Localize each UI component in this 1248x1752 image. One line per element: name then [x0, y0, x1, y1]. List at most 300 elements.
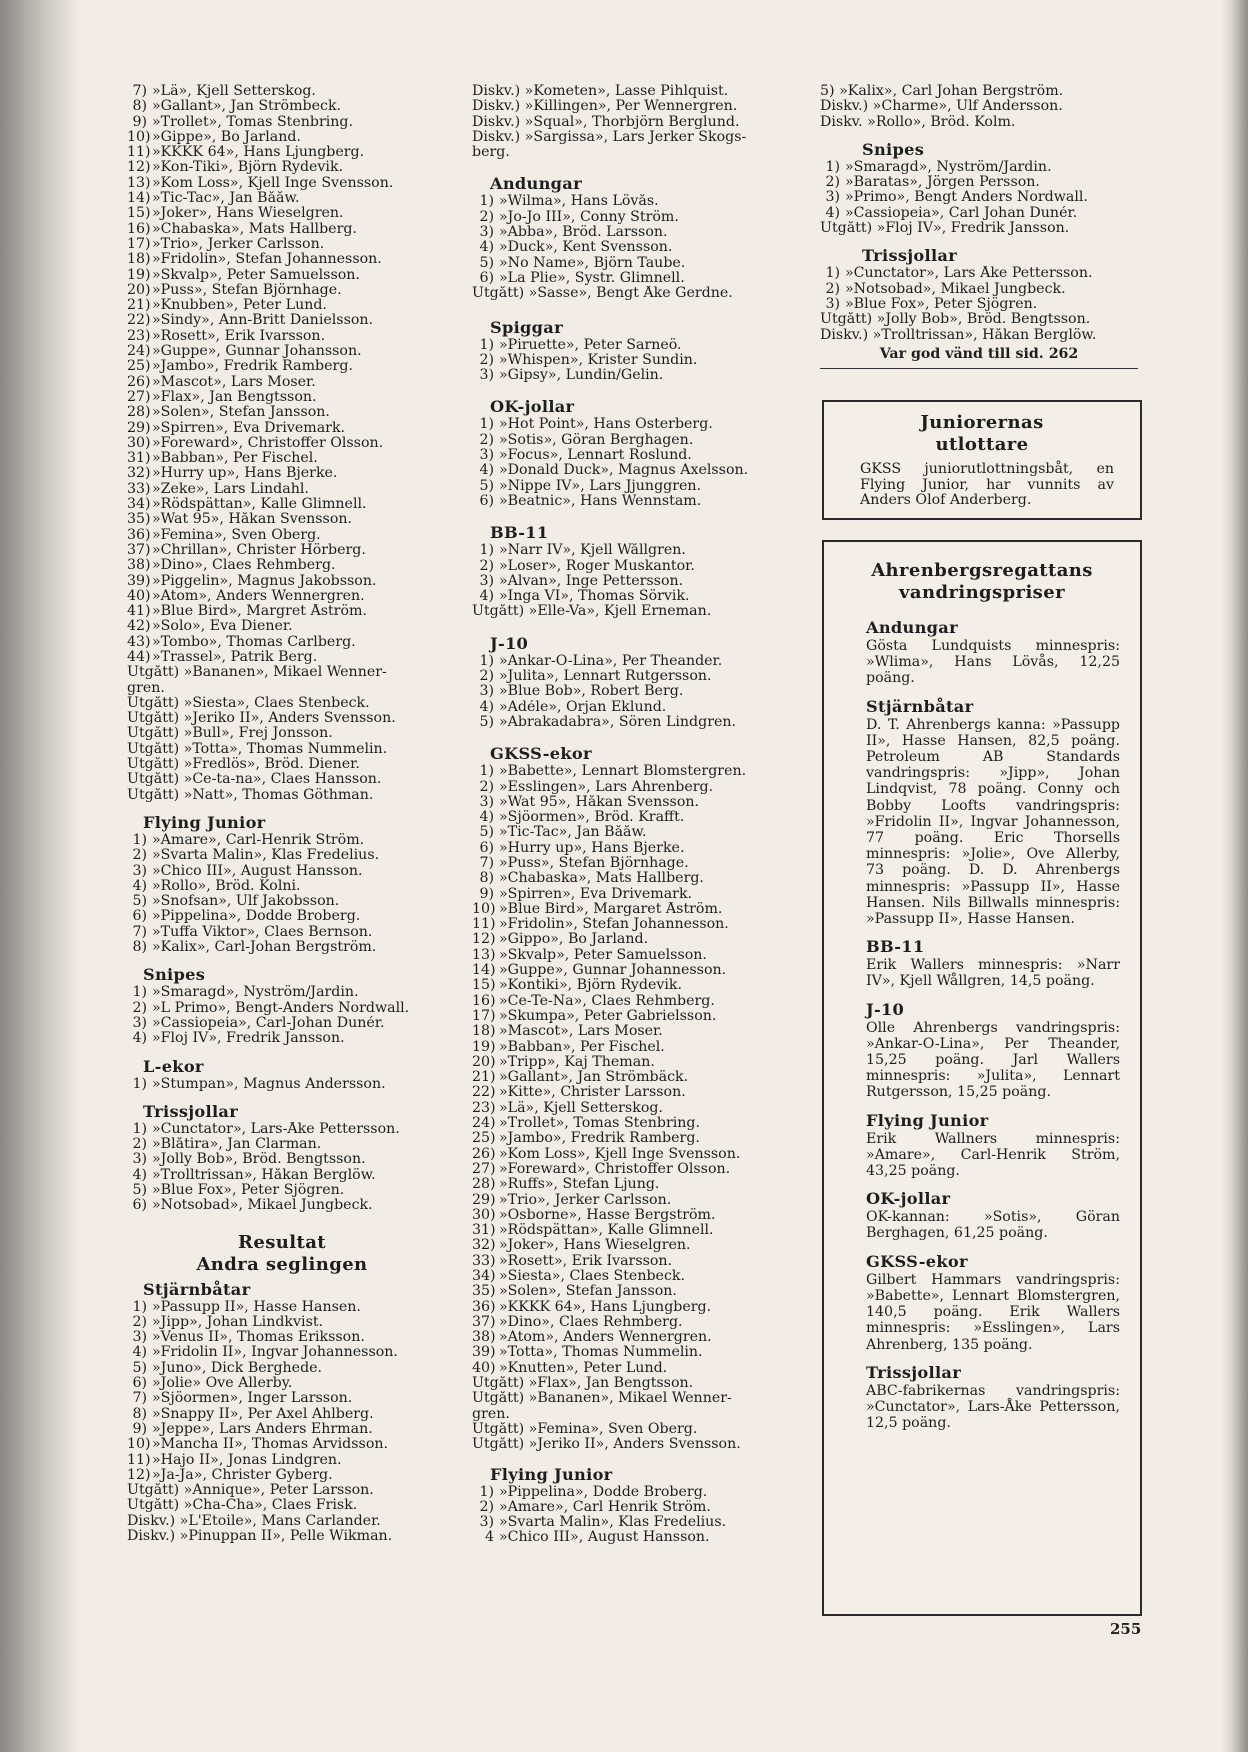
item-rank: 14)	[472, 963, 496, 979]
list-item	[472, 684, 790, 699]
list-item	[472, 887, 790, 902]
results-list-gkss-ekor-extra	[472, 1376, 790, 1452]
list-item	[472, 715, 790, 730]
item-rank: 10)	[472, 901, 496, 917]
section-title-resultat: Resultat	[238, 1231, 326, 1253]
item-rank: 39)	[472, 1345, 496, 1361]
item-entry: »Foreward», Christoffer Olsson.	[499, 1161, 731, 1177]
item-entry: »Blue Fox», Peter Sjögren.	[152, 1183, 345, 1198]
list-line: Diskv.) »Killingen», Per Wennergren.	[472, 99, 738, 115]
list-item	[127, 1031, 439, 1046]
list-item	[472, 795, 790, 810]
prize-section-text: Erik Wallners minnespris: »Amare», Carl-Henrik Ström, 43,25 poäng.	[866, 1130, 1120, 1180]
list-item	[127, 283, 439, 298]
item-rank: 2)	[479, 779, 494, 795]
list-item	[472, 780, 790, 795]
list-line: Diskv.) »Sargissa», Lars Jerker Skogs-	[472, 129, 747, 145]
list-item	[127, 252, 439, 267]
item-entry: »Tic-Tac», Jan Bååw.	[152, 191, 300, 207]
item-entry: »Sjöormen», Inger Larsson.	[152, 1391, 353, 1407]
list-item	[472, 210, 790, 225]
list-item	[472, 1345, 790, 1360]
list-item	[127, 650, 439, 665]
item-entry: »Trio», Jerker Carlsson.	[499, 1192, 672, 1208]
item-rank: 14)	[127, 191, 151, 207]
list-item	[472, 1485, 790, 1500]
item-entry: »Piruette», Peter Sarneö.	[499, 337, 682, 353]
item-entry: »Fridolin II», Ingvar Johannesson.	[152, 1345, 398, 1361]
item-entry: »Blue Bird», Margaret Åström.	[499, 901, 723, 917]
item-rank: 8)	[132, 99, 147, 115]
heading-snipes-2: Snipes	[862, 139, 925, 159]
column-middle	[472, 84, 790, 1546]
item-rank: 7)	[132, 1391, 147, 1407]
list-item	[472, 240, 790, 255]
list-item	[127, 237, 439, 252]
list-item	[472, 764, 790, 779]
heading-trissjollar: Trissjollar	[143, 1101, 239, 1121]
item-entry: »Snappy II», Per Axel Ahlberg.	[152, 1406, 374, 1422]
item-entry: »Ce-Te-Na», Claes Rehmberg.	[499, 993, 715, 1009]
item-rank: 1)	[479, 764, 494, 780]
item-entry: »Primo», Bengt Anders Nordwall.	[845, 190, 1088, 206]
list-item	[127, 1315, 439, 1330]
item-rank: 17)	[472, 1008, 496, 1024]
prize-section-heading: J-10	[866, 999, 905, 1019]
list-item	[472, 1238, 790, 1253]
item-rank: 4)	[479, 810, 494, 826]
results-list-trissjollar-2	[820, 266, 1138, 312]
item-entry: »Joker», Hans Wieselgren.	[499, 1238, 691, 1254]
item-rank: 4)	[132, 1345, 147, 1361]
prize-section-heading: BB-11	[866, 937, 925, 957]
item-entry: »Jeppe», Lars Anders Ehrman.	[152, 1421, 373, 1437]
list-item	[472, 902, 790, 917]
item-rank: 2)	[479, 1499, 494, 1515]
item-rank: 19)	[472, 1039, 496, 1055]
prize-section-heading: OK-jollar	[866, 1189, 951, 1209]
item-entry: »Cunctator», Lars-Åke Pettersson.	[152, 1121, 400, 1137]
item-rank: 27)	[472, 1161, 496, 1177]
list-item	[472, 1147, 790, 1162]
prize-section-text: D. T. Ahrenbergs kanna: »Passupp II», Hasse Hansen, 82,5 poäng. Petroleum AB Standards vandringspris: »Jipp», Johan Lindqvist, 78 poäng. Conny och Bobby Loofts vandringspris: »Fridolin II», Ingvar Johannesson, 77 poäng. Eric Thorsells minnespris: »Jolie», Ove Allerby, 73 poäng. D. D. Ahrenbergs minnespris: »Passupp II», Hasse Hansen. Nils Billwalls minnespris: »Passupp II», Hasse Hansen.	[866, 716, 1120, 928]
item-rank: 20)	[127, 282, 151, 298]
list-item	[127, 1407, 439, 1422]
item-entry: »Jo-Jo III», Conny Ström.	[499, 209, 679, 225]
item-rank: 11)	[127, 145, 151, 161]
results-list-snipes-2-extra	[820, 221, 1138, 236]
list-item	[127, 482, 439, 497]
list-item	[127, 1468, 439, 1483]
item-entry: »Smaragd», Nyström/Jardin.	[152, 985, 359, 1001]
list-item	[472, 368, 790, 383]
item-rank: 2)	[479, 669, 494, 685]
prize-section-heading: GKSS-ekor	[866, 1251, 968, 1271]
item-rank: 26)	[127, 374, 151, 390]
item-rank: 5)	[132, 1183, 147, 1198]
item-rank: 33)	[472, 1253, 496, 1269]
heading-flying-junior: Flying Junior	[143, 812, 266, 832]
item-rank: 36)	[472, 1299, 496, 1315]
item-entry: »Babban», Per Fischel.	[152, 451, 318, 467]
item-rank: 15)	[127, 206, 151, 222]
item-rank: 12)	[127, 1467, 151, 1483]
box-juniorernas-utlottare	[822, 400, 1142, 520]
list-item	[127, 589, 439, 604]
list-item	[127, 1183, 439, 1198]
item-rank: 11)	[127, 1452, 151, 1468]
list-item	[127, 421, 439, 436]
item-entry: »No Name», Björn Taube.	[499, 255, 686, 271]
list-item	[127, 848, 439, 863]
item-rank: 2)	[132, 848, 147, 864]
item-rank: 40)	[127, 588, 151, 604]
item-entry: »Puss», Stefan Björnhage.	[152, 282, 342, 298]
item-entry: »Puss», Stefan Björnhage.	[499, 855, 689, 871]
box2-subtitle: vandringspriser	[899, 582, 1065, 603]
list-item	[472, 1085, 790, 1100]
item-rank: 2)	[132, 1314, 147, 1330]
list-item	[127, 619, 439, 634]
item-rank: 38)	[127, 558, 151, 574]
list-line: Utgått) »Siesta», Claes Stenbeck.	[127, 695, 370, 711]
list-item	[472, 494, 790, 509]
list-line: Utgått) »Floj IV», Fredrik Jansson.	[820, 221, 1070, 237]
item-rank: 1)	[132, 1299, 147, 1315]
item-entry: »Fridolin», Stefan Johannesson.	[152, 252, 382, 268]
list-item	[472, 1162, 790, 1177]
item-rank: 3)	[825, 296, 840, 312]
item-entry: »Chico III», August Hansson.	[152, 863, 363, 879]
results-list-bb-11-extra	[472, 604, 790, 619]
item-rank: 15)	[472, 978, 496, 994]
list-item	[127, 497, 439, 512]
list-line: Diskv.) »Pinuppan II», Pelle Wikman.	[127, 1529, 393, 1545]
item-rank: 27)	[127, 389, 151, 405]
list-item	[127, 466, 439, 481]
list-item	[472, 1361, 790, 1376]
item-entry: »Abrakadabra», Sören Lindgren.	[499, 714, 737, 730]
item-rank: 7)	[479, 855, 494, 871]
list-item	[472, 225, 790, 240]
list-line: 5) »Kalix», Carl Johan Bergström.	[820, 84, 1064, 99]
item-rank: 38)	[472, 1330, 496, 1346]
item-rank: 26)	[472, 1146, 496, 1162]
item-rank: 1)	[132, 1121, 147, 1137]
heading-snipes: Snipes	[143, 965, 206, 985]
list-item	[820, 190, 1138, 205]
item-rank: 31)	[472, 1223, 496, 1239]
item-entry: »Joker», Hans Wieselgren.	[152, 206, 344, 222]
item-entry: »Adéle», Örjan Eklund.	[499, 699, 667, 715]
list-item	[472, 1116, 790, 1131]
list-item	[127, 84, 439, 99]
item-rank: 5)	[132, 894, 147, 910]
list-item	[472, 256, 790, 271]
item-entry: »Trassel», Patrik Berg.	[152, 649, 318, 665]
results-list-gkss-ekor	[472, 764, 790, 1376]
item-entry: »Jipp», Johan Lindkvist.	[152, 1314, 324, 1330]
prize-section-text: Gösta Lundquists minnespris: »Wlima», Hans Lövås, 12,25 poäng.	[866, 638, 1120, 687]
item-rank: 10)	[127, 1437, 151, 1453]
item-entry: »Knutten», Peter Lund.	[499, 1360, 668, 1376]
item-entry: »Whispen», Krister Sundin.	[499, 352, 698, 368]
item-entry: »Babette», Lennart Blomstergren.	[499, 764, 747, 780]
item-entry: »Wat 95», Håkan Svensson.	[499, 794, 700, 810]
item-entry: »Skumpa», Peter Gabrielsson.	[499, 1008, 717, 1024]
list-item	[472, 825, 790, 840]
item-rank: 10)	[127, 129, 151, 145]
item-entry: »Blåtira», Jan Clarman.	[152, 1137, 322, 1153]
item-entry: »Babban», Per Fischel.	[499, 1039, 665, 1055]
item-rank: 37)	[127, 542, 151, 558]
item-rank: 1)	[479, 653, 494, 669]
prize-section-heading: Andungar	[866, 618, 958, 637]
item-entry: »Venus II», Thomas Eriksson.	[152, 1330, 365, 1346]
list-item	[472, 841, 790, 856]
item-rank: 31)	[127, 451, 151, 467]
item-entry: »Siesta», Claes Stenbeck.	[499, 1269, 685, 1284]
item-rank: 37)	[472, 1314, 496, 1330]
item-rank: 16)	[127, 221, 151, 237]
list-line: Utgått) »Fredlös», Bröd. Diener.	[127, 757, 360, 773]
list-item	[127, 1137, 439, 1152]
results-list-top	[820, 84, 1138, 130]
item-entry: »Blue Bob», Robert Berg.	[499, 684, 684, 700]
item-entry: »Tombo», Thomas Carlberg.	[152, 634, 356, 650]
item-entry: »Jambo», Fredrik Ramberg.	[152, 359, 353, 375]
list-item	[472, 433, 790, 448]
list-item	[472, 917, 790, 932]
item-rank: 3)	[825, 190, 840, 206]
list-item	[127, 160, 439, 175]
item-entry: »Cassiopeia», Carl-Johan Dunér.	[152, 1015, 385, 1031]
item-rank: 3)	[479, 448, 494, 464]
list-item	[127, 436, 439, 451]
item-rank: 2)	[479, 209, 494, 225]
item-rank: 8)	[132, 1406, 147, 1422]
list-item	[472, 463, 790, 478]
item-rank: 12)	[472, 932, 496, 948]
item-rank: 23)	[472, 1100, 496, 1116]
list-item	[127, 894, 439, 909]
item-entry: »Femina», Sven Öberg.	[152, 527, 321, 543]
list-item	[127, 940, 439, 955]
list-item	[472, 1223, 790, 1238]
item-rank: 1)	[132, 985, 147, 1001]
item-entry: »KKKK 64», Hans Ljungberg.	[499, 1299, 712, 1315]
list-item	[127, 1361, 439, 1376]
item-rank: 6)	[132, 1376, 147, 1392]
item-rank: 5)	[132, 1360, 147, 1376]
item-entry: »Kom Loss», Kjell Inge Svensson.	[152, 175, 394, 191]
heading-flying-junior-2: Flying Junior	[490, 1464, 613, 1484]
item-rank: 3)	[132, 1015, 147, 1031]
list-item	[472, 1269, 790, 1284]
list-item	[127, 1122, 439, 1137]
list-item	[127, 1422, 439, 1437]
item-rank: 3)	[479, 794, 494, 810]
list-item	[127, 313, 439, 328]
item-entry: »Tic-Tac», Jan Bååw.	[499, 825, 647, 841]
list-item	[472, 1315, 790, 1330]
item-rank: 11)	[472, 917, 496, 933]
list-item	[472, 1530, 790, 1545]
item-rank: 2)	[825, 175, 840, 191]
item-rank: 12)	[127, 160, 151, 176]
list-line: Diskv.) »Kometen», Lasse Pihlquist.	[472, 84, 729, 99]
list-item	[127, 298, 439, 313]
item-rank: 2)	[825, 281, 840, 297]
item-rank: 7)	[132, 924, 147, 940]
item-entry: »Skvalp», Peter Samuelsson.	[499, 947, 707, 963]
list-line: Diskv.) »Charme», Ulf Andersson.	[820, 99, 1063, 115]
heading-bb-11: BB-11	[490, 523, 549, 543]
list-item	[127, 1376, 439, 1391]
box1-text: GKSS juniorutlottningsbåt, en Flying Junior, har vunnits av Anders Olof Anderberg.	[860, 461, 1114, 509]
item-rank: 6)	[479, 493, 494, 509]
item-rank: 13)	[472, 947, 496, 963]
item-rank: 3)	[479, 573, 494, 589]
item-rank: 18)	[127, 252, 151, 268]
item-rank: 4)	[479, 240, 494, 256]
item-rank: 18)	[472, 1024, 496, 1040]
item-entry: »Jambo», Fredrik Ramberg.	[499, 1131, 700, 1147]
results-list-snipes-2	[820, 160, 1138, 221]
list-item	[127, 206, 439, 221]
list-line: Diskv.) »Squal», Thorbjörn Berglund.	[472, 114, 740, 130]
prize-section-text: OK-kannan: »Sotis», Göran Berghagen, 61,25 poäng.	[866, 1209, 1120, 1242]
item-entry: »Cassiopeia», Carl Johan Dunér.	[845, 205, 1078, 221]
item-rank: 41)	[127, 604, 151, 620]
list-item	[127, 925, 439, 940]
list-item	[472, 1040, 790, 1055]
list-item	[820, 206, 1138, 221]
item-entry: »Älvan», Inge Pettersson.	[499, 573, 684, 589]
binding-gutter-shadow	[0, 0, 80, 1752]
list-item	[472, 932, 790, 947]
item-rank: 2)	[479, 432, 494, 448]
item-rank: 23)	[127, 328, 151, 344]
list-item	[472, 669, 790, 684]
list-item	[820, 297, 1138, 312]
results-list-trissjollar	[127, 1122, 439, 1214]
list-item	[472, 994, 790, 1009]
item-rank: 35)	[127, 512, 151, 528]
list-item	[820, 282, 1138, 297]
item-entry: »Inga VI», Thomas Sörvik.	[499, 589, 690, 605]
item-entry: »Trolltrissan», Håkan Berglöw.	[152, 1167, 376, 1183]
item-entry: »Sotis», Göran Berghagen.	[499, 432, 694, 448]
item-rank: 2)	[132, 1137, 147, 1153]
list-item	[472, 1101, 790, 1116]
item-rank: 6)	[479, 840, 494, 856]
list-item	[472, 417, 790, 432]
list-line: Utgått) »Bananen», Mikael Wenner-	[472, 1391, 732, 1407]
item-rank: 25)	[127, 359, 151, 375]
list-item	[127, 543, 439, 558]
item-rank: 20)	[472, 1054, 496, 1070]
item-entry: »Svarta Malin», Klas Fredelius.	[499, 1515, 727, 1531]
item-entry: »Gallant», Jan Strömbäck.	[499, 1070, 689, 1086]
item-entry: »Donald Duck», Magnus Axelsson.	[499, 463, 749, 479]
list-item	[127, 130, 439, 145]
item-rank: 29)	[127, 420, 151, 436]
item-entry: »Wilma», Hans Lövås.	[499, 194, 659, 210]
item-entry: »Esslingen», Lars Ahrenberg.	[499, 779, 714, 795]
item-entry: »Focus», Lennart Roslund.	[499, 448, 692, 464]
box2-title: Ahrenbergsregattans	[871, 560, 1093, 581]
list-line: gren.	[127, 680, 165, 696]
page-number: 255	[1110, 1620, 1142, 1638]
list-item	[820, 266, 1138, 281]
list-item	[127, 635, 439, 650]
list-item	[472, 574, 790, 589]
section-subtitle-andra-seglingen: Andra seglingen	[196, 1253, 368, 1275]
item-rank: 35)	[472, 1284, 496, 1300]
item-rank: 1)	[479, 1484, 494, 1500]
list-item	[127, 879, 439, 894]
item-rank: 21)	[127, 298, 151, 314]
item-entry: »Juno», Dick Berghede.	[152, 1360, 323, 1376]
item-entry: »Narr IV», Kjell Wållgren.	[499, 543, 686, 559]
item-entry: »Pippelina», Dodde Broberg.	[152, 909, 361, 925]
results-list-flying-junior	[127, 833, 439, 955]
item-rank: 6)	[132, 909, 147, 925]
item-entry: »Julita», Lennart Rutgersson.	[499, 669, 712, 685]
prize-section-text: Olle Ahrenbergs vandringspris: »Ankar-O-Lina», Per Theander, 15,25 poäng. Jarl Wallers minnespris: »Julita», Lennart Rutgersson, 15,25 poäng.	[866, 1019, 1120, 1101]
item-rank: 19)	[127, 267, 151, 283]
item-entry: »Gippe», Bo Jarland.	[152, 129, 301, 145]
item-entry: »Spirren», Eva Drivemark.	[152, 420, 346, 436]
list-item	[127, 359, 439, 374]
item-entry: »Mancha II», Thomas Arvidsson.	[152, 1437, 389, 1453]
item-entry: »Trio», Jerker Carlsson.	[152, 236, 325, 252]
item-entry: »Rödspättan», Kalle Glimnell.	[152, 497, 367, 513]
list-line: Utgått) »Jolly Bob», Bröd. Bengtsson.	[820, 312, 1091, 328]
item-rank: 2)	[479, 558, 494, 574]
list-item	[127, 191, 439, 206]
item-entry: »Floj IV», Fredrik Jansson.	[152, 1031, 345, 1047]
item-entry: »Jolie» Ove Allerby.	[152, 1376, 293, 1392]
item-rank: 3)	[479, 684, 494, 700]
list-item	[127, 1391, 439, 1406]
list-item	[472, 700, 790, 715]
item-entry: »Nippe IV», Lars Jjunggren.	[499, 478, 702, 494]
item-entry: »Pippelina», Dodde Broberg.	[499, 1484, 708, 1500]
item-entry: »Atom», Anders Wennergren.	[152, 588, 365, 604]
item-entry: »Gipsy», Lundin/Gelin.	[499, 368, 664, 384]
item-entry: »Amare», Carl Henrik Ström.	[499, 1499, 711, 1515]
item-rank: 8)	[132, 940, 147, 956]
list-item	[472, 1070, 790, 1085]
item-rank: 5)	[479, 714, 494, 730]
item-rank: 1)	[825, 266, 840, 282]
item-entry: »Cunctator», Lars Åke Pettersson.	[845, 266, 1093, 282]
item-entry: »Svarta Malin», Klas Fredelius.	[152, 848, 380, 864]
list-item	[127, 390, 439, 405]
results-list-stjarnbatar-extra	[127, 1483, 439, 1544]
item-entry: »Kalix», Carl-Johan Bergström.	[152, 940, 377, 956]
item-rank: 9)	[132, 1421, 147, 1437]
results-list-stjarnbatar	[127, 1300, 439, 1484]
list-item	[127, 329, 439, 344]
column-left	[127, 84, 439, 1544]
prize-section-text: Erik Wallers minnespris: »Narr IV», Kjell Wållgren, 14,5 poäng.	[866, 957, 1120, 990]
item-entry: »Smaragd», Nyström/Jardin.	[845, 159, 1052, 175]
item-entry: »Flax», Jan Bengtsson.	[152, 389, 317, 405]
list-item	[127, 512, 439, 527]
